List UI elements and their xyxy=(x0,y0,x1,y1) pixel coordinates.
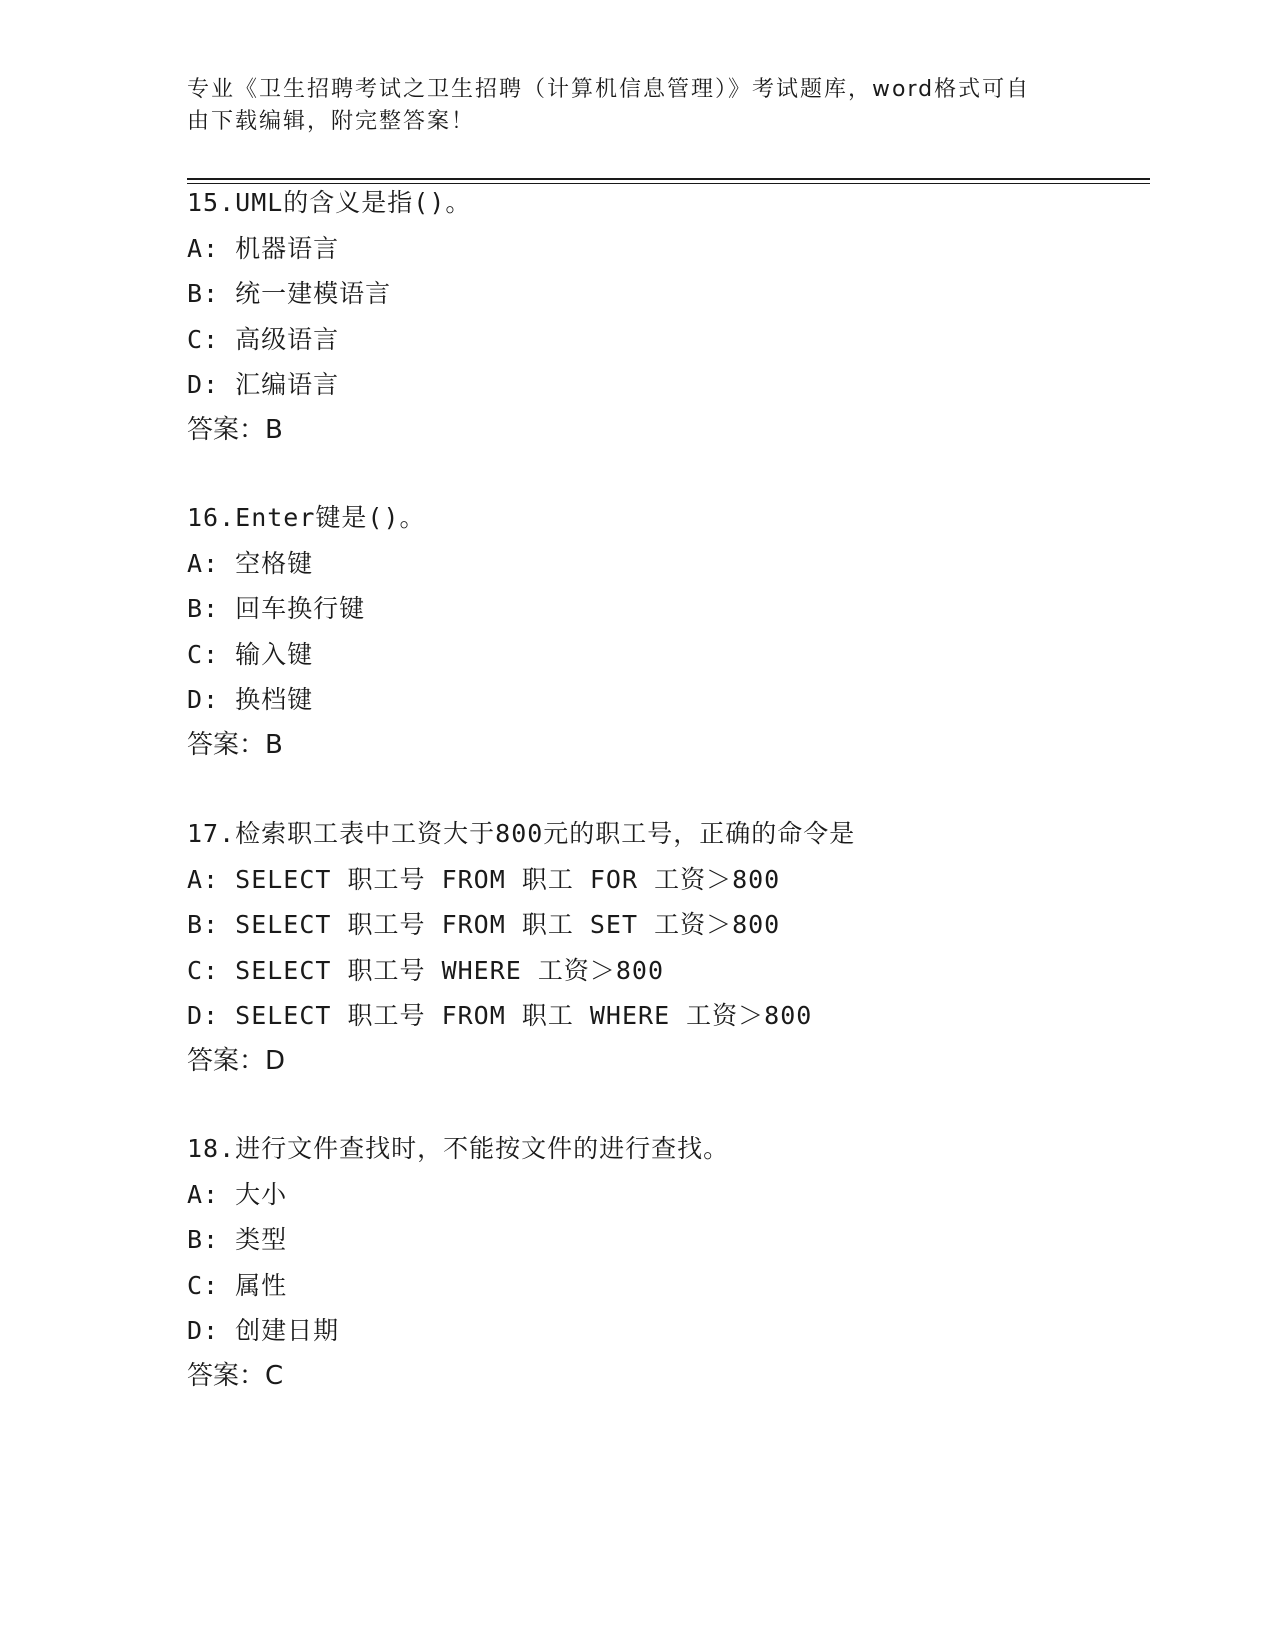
option-a: A: 机器语言 xyxy=(187,233,340,263)
option-b: B: 类型 xyxy=(187,1225,288,1255)
option-a: A: 空格键 xyxy=(187,548,314,578)
question-17 xyxy=(187,811,1147,1085)
header-line-1: 专业《卫生招聘考试之卫生招聘（计算机信息管理）》考试题库，word格式可自 xyxy=(187,77,1031,102)
answer: 答案：C xyxy=(187,1360,284,1391)
question-stem: 16.Enter键是()。 xyxy=(187,503,426,532)
answer: 答案：B xyxy=(187,414,283,445)
option-b: B: 统一建模语言 xyxy=(187,279,392,309)
question-18 xyxy=(187,1126,1147,1400)
header-line-2: 由下载编辑，附完整答案！ xyxy=(187,109,476,134)
answer: 答案：D xyxy=(187,1045,286,1076)
option-c: C: SELECT 职工号 WHERE 工资＞800 xyxy=(187,955,665,985)
option-c: C: 高级语言 xyxy=(187,324,340,354)
option-a: A: SELECT 职工号 FROM 职工 FOR 工资＞800 xyxy=(187,864,781,894)
option-b: B: SELECT 职工号 FROM 职工 SET 工资＞800 xyxy=(187,910,781,940)
option-d: D: 创建日期 xyxy=(187,1316,340,1346)
question-stem: 18.进行文件查找时，不能按文件的进行查找。 xyxy=(187,1134,730,1163)
option-a: A: 大小 xyxy=(187,1179,288,1209)
question-stem: 15.UML的含义是指()。 xyxy=(187,188,472,217)
question-15 xyxy=(187,180,1147,454)
option-c: C: 属性 xyxy=(187,1270,288,1300)
option-d: D: SELECT 职工号 FROM 职工 WHERE 工资＞800 xyxy=(187,1001,813,1031)
question-stem: 17.检索职工表中工资大于800元的职工号，正确的命令是 xyxy=(187,819,856,848)
option-d: D: 换档键 xyxy=(187,685,314,715)
option-d: D: 汇编语言 xyxy=(187,370,340,400)
option-b: B: 回车换行键 xyxy=(187,594,366,624)
option-c: C: 输入键 xyxy=(187,639,314,669)
answer: 答案：B xyxy=(187,729,283,760)
document-header xyxy=(187,74,1067,138)
question-16 xyxy=(187,495,1147,769)
